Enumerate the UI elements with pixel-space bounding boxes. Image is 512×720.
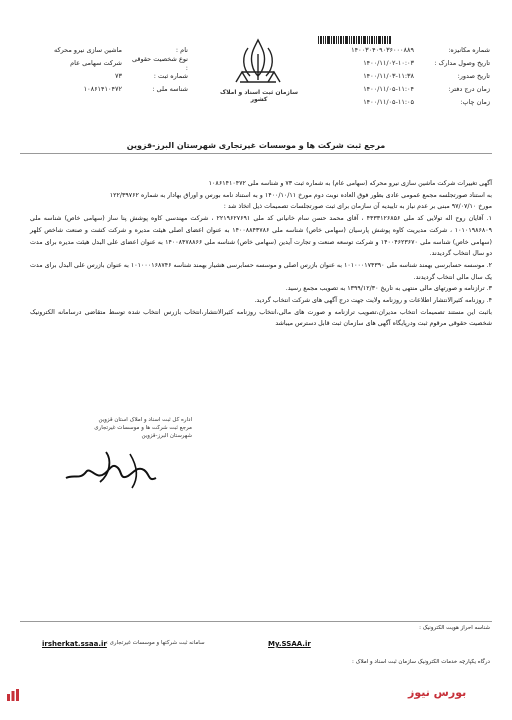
closing-note: باثبت این مستند تصمیمات انتخاب مدیران،تصویب ترازنامه و صورت های مالی،انتخاب روزنامه کثیرالانتشار،انتخاب بازرس انتخاب شده توسط متقاضی درسامانه الکترونیک شخصیت حقوقی مرقوم ثبت ودرپایگاه آگهی های سازمان ثبت قابل دسترس میباشد	[30, 308, 492, 328]
tracking-row	[330, 44, 490, 57]
reg-no-label: شماره ثبت :	[153, 72, 188, 80]
legal-type-row	[28, 54, 188, 72]
myssaa-link[interactable]: My.SSAA.ir	[268, 640, 311, 648]
receipt-date-label: تاریخ وصول مدارک :	[434, 59, 490, 67]
notice-body	[30, 178, 492, 330]
notice-title-line: آگهی تغییرات شرکت ماشین سازی نیرو محرکه (سهامی عام) به شماره ثبت ۷۳ و شناسه ملی ۱۰۸۶۱۴۱۰۴۷۲	[208, 180, 492, 187]
print-time-value: ۱۴۰۰/۱۱/۰۵-۱۱:۰۵	[363, 98, 414, 106]
department-title: مرجع ثبت شرکت ها و موسسات غیرتجاری شهرستان البرز-قزوین	[126, 141, 386, 150]
official-stamp	[92, 416, 192, 444]
company-name-label: نام :	[175, 46, 188, 54]
iran-emblem-icon	[226, 34, 290, 92]
office-entry-value: ۱۴۰۰/۱۱/۰۵-۱۱:۰۴	[363, 85, 414, 93]
issue-date-value: ۱۴۰۰/۱۱/۰۳-۱۱:۳۸	[363, 72, 414, 80]
ident-title: شناسه احراز هویت الکترونیک :	[419, 625, 490, 631]
issue-date-label: تاریخ صدور:	[457, 72, 490, 80]
notice-basis-line-2: مورخ ۹۷/۰۷/۱۰ مبنی بر عدم نیاز به تاییدیه آن سازمان برای ثبت صورتجلسات تصمیمات ذیل اتخاذ شد :	[223, 203, 492, 211]
national-id-label: شناسه ملی :	[152, 85, 188, 93]
footer-links	[20, 640, 492, 652]
company-name-value: ماشین سازی نیرو محرکه	[53, 46, 122, 54]
print-time-row	[330, 96, 490, 109]
portal-line: درگاه یکپارچه خدمات الکترونیک سازمان ثبت اسناد و املاک :	[351, 659, 490, 665]
footer-divider	[20, 621, 492, 622]
reg-no-value: ۷۳	[115, 72, 122, 80]
tracking-label: شماره مکانیزه:	[448, 46, 490, 54]
office-entry-row	[330, 83, 490, 96]
signature-icon	[60, 444, 170, 494]
divider	[20, 153, 492, 154]
receipt-date-value: ۱۴۰۰/۱۱/۰۲-۱۰:۰۳	[363, 59, 414, 67]
org-name: سازمان ثبت اسناد و املاک کشور	[219, 89, 299, 103]
stamp-line-2: مرجع ثبت شرکت ها و موسسات غیرتجاری شهرستان البرز-قزوین	[94, 425, 192, 439]
watermark-text: بورس نیوز	[408, 686, 467, 699]
irsherkat-link[interactable]: irsherkat.ssaa.ir	[42, 640, 107, 648]
resolution-4: ۴. روزنامه کثیرالانتشار اطلاعات و روزنامه ولایت جهت درج آگهی های شرکت انتخاب گردید.	[254, 297, 492, 305]
resolution-2: ۲. موسسه حسابرسی بهمند شناسه ملی ۱۰۱۰۰۰۱۷۴۳۹۰ به عنوان بازرس اصلی و موسسه حسابرسی هشیار بهمند شناسه ۱۰۱۰۰۰۱۶۸۷۴۶ به عنوان بازرس علی البدل برای مدت یک سال مالی انتخاب گردیدند.	[29, 261, 492, 281]
legal-type-label: نوع شخصیت حقوقی :	[132, 54, 188, 72]
national-id-value: ۱۰۸۶۱۴۱۰۴۷۲	[83, 85, 122, 93]
stamp-line-1: اداره کل ثبت اسناد و املاک استان قزوین	[98, 417, 192, 423]
issue-date-row	[330, 70, 490, 83]
barcode	[318, 36, 392, 44]
company-info-block	[28, 44, 188, 96]
legal-type-value: شرکت سهامی عام	[70, 59, 122, 67]
resolution-1: ۱. آقایان روح اله تولایی کد ملی ۴۴۳۳۱۲۶۸۵۶ ، آقای محمد حسن سام خانیانی کد ملی ۲۲۱۹۶۲۷۶۹۱ ، شرکت مهندسی کاوه پوشش پنا ساز (سهامی خاص) شناسه ملی ۱۰۱۰۱۹۸۶۸۰۹ ، شرکت مدیریت کاوه پوشش پارسیان (سهامی خاص) شناسه ملی ۱۴۰۰۸۸۴۳۷۸۶ به عنوان اعضای اصلی هیئت مدیره و شرکت کشت و صنعت شاخص کلهر (سهامی خاص) شناسه ملی ۱۴۰۰۴۶۲۳۶۷۰ و شرکت توسعه صنعت و تجارت آیدین (سهامی خاص) شناسه ملی ۱۴۰۰۸۴۷۸۸۶۶ به عنوان اعضای علی البدل هیئت مدیره برای مدت دو سال انتخاب گردیدند.	[30, 215, 493, 258]
resolution-3: ۳. ترازنامه و صورتهای مالی منتهی به تاریخ ۱۳۹۹/۱۲/۳۰ به تصویب مجمع رسید.	[285, 285, 492, 293]
office-entry-label: زمان درج دفتر:	[448, 85, 490, 93]
receipt-date-row	[330, 57, 490, 70]
notice-basis-line: به استناد صورتجلسه مجمع عمومی عادی بطور فوق العاده نوبت دوم مورخ ۱۴۰۰/۱۰/۱۱ و به استناد نامه بورس و اوراق بهادار به شماره ۱۲۲/۳۹۷۶۲	[109, 191, 492, 199]
print-time-label: زمان چاپ:	[460, 98, 490, 106]
news-logo-icon	[6, 688, 20, 702]
reg-no-row	[28, 70, 188, 83]
tracking-value: ۱۴۰۰۳۰۴۰۹۰۳۶۰۰۰۸۸۹	[351, 46, 414, 54]
irsherkat-caption: سامانه ثبت شرکتها و موسسات غیرتجاری :	[106, 640, 205, 646]
registration-info-block	[330, 44, 490, 109]
national-id-row	[28, 83, 188, 96]
